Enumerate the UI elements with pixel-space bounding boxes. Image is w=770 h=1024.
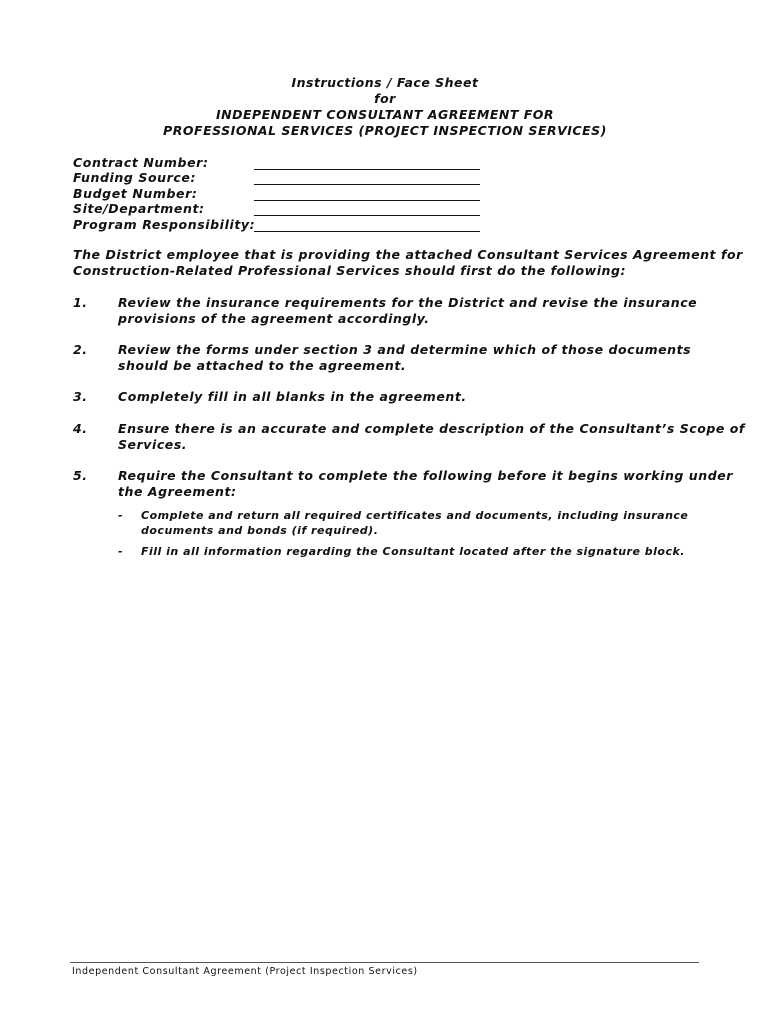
- step-line: the Agreement:: [118, 484, 237, 499]
- step-line: provisions of the agreement accordingly.: [118, 311, 430, 326]
- step-line: Services.: [118, 437, 188, 452]
- step-text: [118, 342, 718, 374]
- field-contract-number: [73, 154, 480, 170]
- step-line: Require the Consultant to complete the following before it begins working under: [118, 468, 733, 483]
- field-label: Contract Number:: [73, 154, 209, 170]
- bullet-dash: -: [118, 545, 124, 558]
- footer-text: Independent Consultant Agreement (Project Inspection Services): [72, 966, 418, 977]
- step-text: [118, 389, 718, 405]
- header-for: for: [374, 91, 396, 106]
- face-sheet-fields: [73, 154, 480, 232]
- substep-line: Complete and return all required certificates and documents, including insurance: [141, 509, 689, 522]
- step-text: [118, 468, 733, 500]
- substep-text: [141, 508, 689, 538]
- step-line: Completely fill in all blanks in the agreement.: [118, 389, 467, 404]
- footer-divider: [70, 962, 699, 963]
- step-line: Review the insurance requirements for the District and revise the insurance: [118, 295, 698, 310]
- site-department-blank[interactable]: [254, 205, 480, 216]
- step-line: Review the forms under section 3 and determine which of those documents: [118, 342, 692, 357]
- funding-source-blank[interactable]: [254, 174, 480, 185]
- step-number: 5.: [73, 468, 88, 483]
- document-header: [0, 75, 770, 139]
- contract-number-blank[interactable]: [254, 159, 480, 170]
- step-number: 2.: [73, 342, 88, 357]
- substep-text: [141, 544, 685, 559]
- program-responsibility-blank[interactable]: [254, 221, 480, 232]
- substep-line: documents and bonds (if required).: [141, 524, 379, 537]
- field-program-responsibility: [73, 216, 480, 232]
- budget-number-blank[interactable]: [254, 190, 480, 201]
- step-line: Ensure there is an accurate and complete description of the Consultant’s Scope of: [118, 421, 745, 436]
- substep-line: Fill in all information regarding the Consultant located after the signature block.: [141, 545, 685, 558]
- intro-line: Construction-Related Professional Services should first do the following:: [73, 263, 627, 278]
- intro-paragraph: [73, 247, 743, 279]
- header-agreement-subtitle: PROFESSIONAL SERVICES (PROJECT INSPECTION SERVICES): [163, 123, 607, 138]
- step-line: should be attached to the agreement.: [118, 358, 407, 373]
- step-text: [118, 295, 718, 327]
- header-agreement-title: INDEPENDENT CONSULTANT AGREEMENT FOR: [215, 107, 555, 122]
- step-number: 4.: [73, 421, 88, 436]
- field-site-department: [73, 201, 480, 217]
- field-label: Funding Source:: [73, 170, 197, 185]
- intro-line: The District employee that is providing the attached Consultant Services Agreement for: [73, 247, 743, 262]
- field-budget-number: [73, 185, 480, 201]
- field-funding-source: [73, 170, 480, 186]
- step-number: 3.: [73, 389, 88, 404]
- bullet-dash: -: [118, 509, 124, 522]
- field-label: Program Responsibility:: [73, 216, 256, 232]
- step-number: 1.: [73, 295, 88, 310]
- header-title: Instructions / Face Sheet: [291, 75, 479, 90]
- field-label: Site/Department:: [73, 201, 205, 216]
- field-label: Budget Number:: [73, 185, 198, 201]
- step-text: [118, 421, 745, 453]
